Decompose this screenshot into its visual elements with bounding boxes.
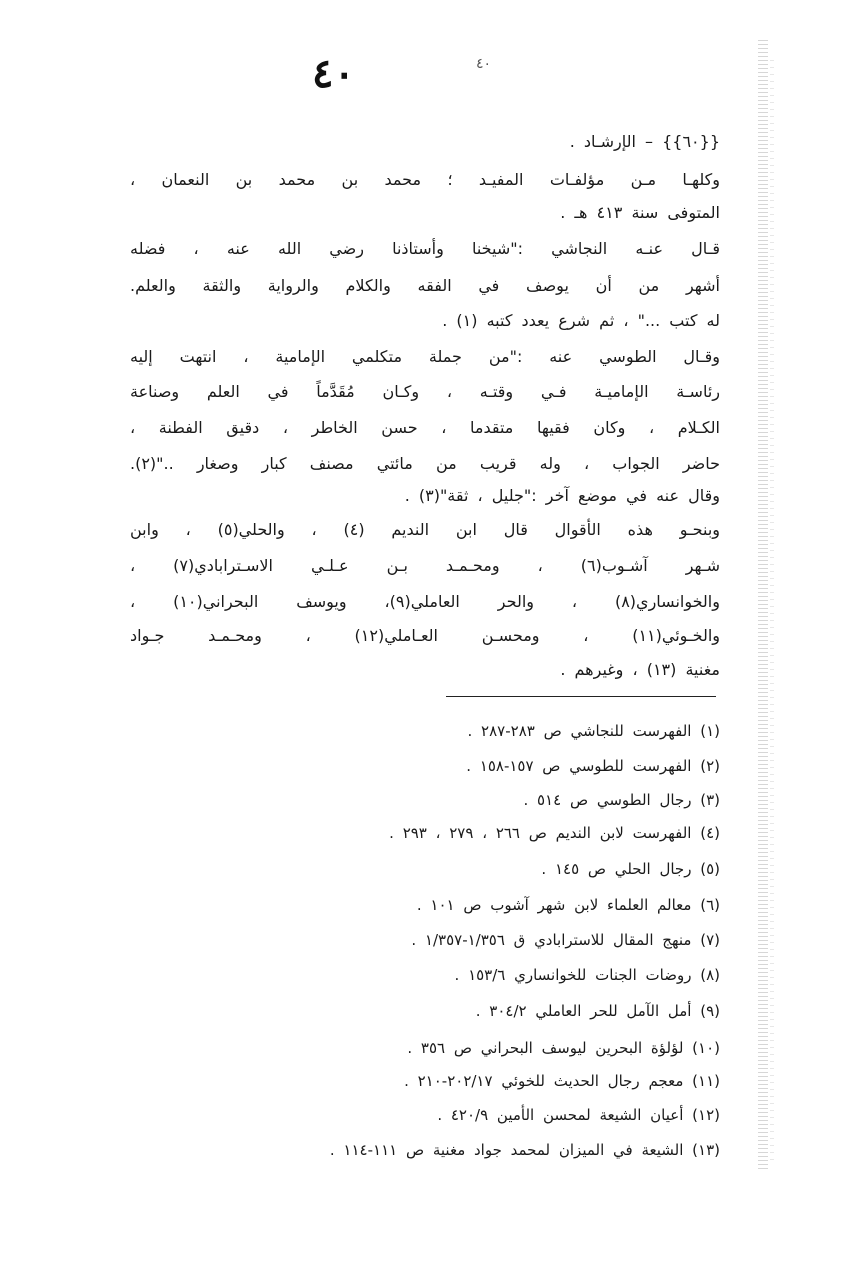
footnote-10: (١٠) لؤلؤة البحرين ليوسف البحراني ص ٣٥٦ . [407,1039,720,1057]
footnote-1: (١) الفهرست للنجاشي ص ٢٨٣-٢٨٧ . [467,722,720,740]
body-line-7: وقـال الطوسي عنه :"من جملة متكلمي الإمامية ، انتهت إليه [130,347,720,366]
footnote-6: (٦) معالم العلماء لابن شهر آشوب ص ١٠١ . [416,896,720,914]
footnote-9: (٩) أمل الآمل للحر العاملي ٣٠٤/٢ . [475,1002,720,1020]
body-line-16: مغنية (١٣) ، وغيرهم . [560,660,720,679]
printed-page-number: ٤٠ [476,56,492,72]
body-line-8: رئاسـة الإماميـة فـي وقتـه ، وكـان مُقَدَّماً في العلم وصناعة [130,382,720,401]
footnote-13: (١٣) الشيعة في الميزان لمحمد جواد مغنية ص ١١١-١١٤ . [329,1141,720,1159]
footnote-5: (٥) رجال الحلي ص ١٤٥ . [541,860,720,878]
footnote-2: (٢) الفهرست للطوسي ص ١٥٧-١٥٨ . [466,757,720,775]
body-line-11: وقال عنه في موضع آخر :"جليل ، ثقة"(٣) . [404,486,720,505]
body-line-6: له كتب ..." ، ثم شرع يعدد كتبه (١) . [442,311,720,330]
footnote-3: (٣) رجال الطوسي ص ٥١٤ . [523,791,720,809]
body-line-15: والخـوئي(١١) ، ومحسـن العـاملي(١٢) ، ومحـمـد جـواد [130,626,720,645]
scan-edge-artifact [758,40,768,1170]
body-line-5: أشهر من أن يوصف في الفقه والكلام والرواية والثقة والعلم. [130,276,720,295]
body-line-12: وبنحـو هذه الأقوال قال ابن النديم (٤) ، والحلي(٥) ، وابن [130,520,720,539]
footnote-11: (١١) معجم رجال الحديث للخوئي ٢٠٢/١٧-٢١٠ . [404,1072,720,1090]
footnote-8: (٨) روضات الجنات للخوانساري ١٥٣/٦ . [454,966,720,984]
body-line-3: المتوفى سنة ٤١٣ هـ . [560,203,720,222]
body-line-14: والخوانساري(٨) ، والحر العاملي(٩)، ويوسف البحراني(١٠) ، [130,592,720,611]
handwritten-page-number: ٤٠ [312,50,355,97]
body-line-10: حاضر الجواب ، وله قريب من مائتي مصنف كبار وصغار .."(٢). [130,454,720,473]
body-line-9: الكـلام ، وكان فقيها متقدما ، حسن الخاطر ، دقيق الفطنة ، [130,418,720,437]
footnote-separator [446,696,716,697]
footnote-12: (١٢) أعيان الشيعة لمحسن الأمين ٤٢٠/٩ . [437,1106,720,1124]
footnote-7: (٧) منهج المقال للاسترابادي ق ١/٣٥٦-١/٣٥٧ . [411,931,720,949]
footnote-4: (٤) الفهرست لابن النديم ص ٢٦٦ ، ٢٧٩ ، ٢٩٣ . [389,824,720,842]
body-line-13: شـهر آشـوب(٦) ، ومحـمـد بـن عـلـي الاسـترابادي(٧) ، [130,556,720,575]
scan-edge-artifact-secondary [770,60,774,1160]
body-line-4: قـال عنـه النجاشي :"شيخنا وأستاذنا رضي الله عنه ، فضله [130,239,720,258]
body-line-2: وكلهـا مـن مؤلفـات المفيـد ؛ محمد بن محمد بن النعمان ، [130,170,720,189]
body-line-1: {{٦٠}} – الإرشـاد . [569,132,720,151]
